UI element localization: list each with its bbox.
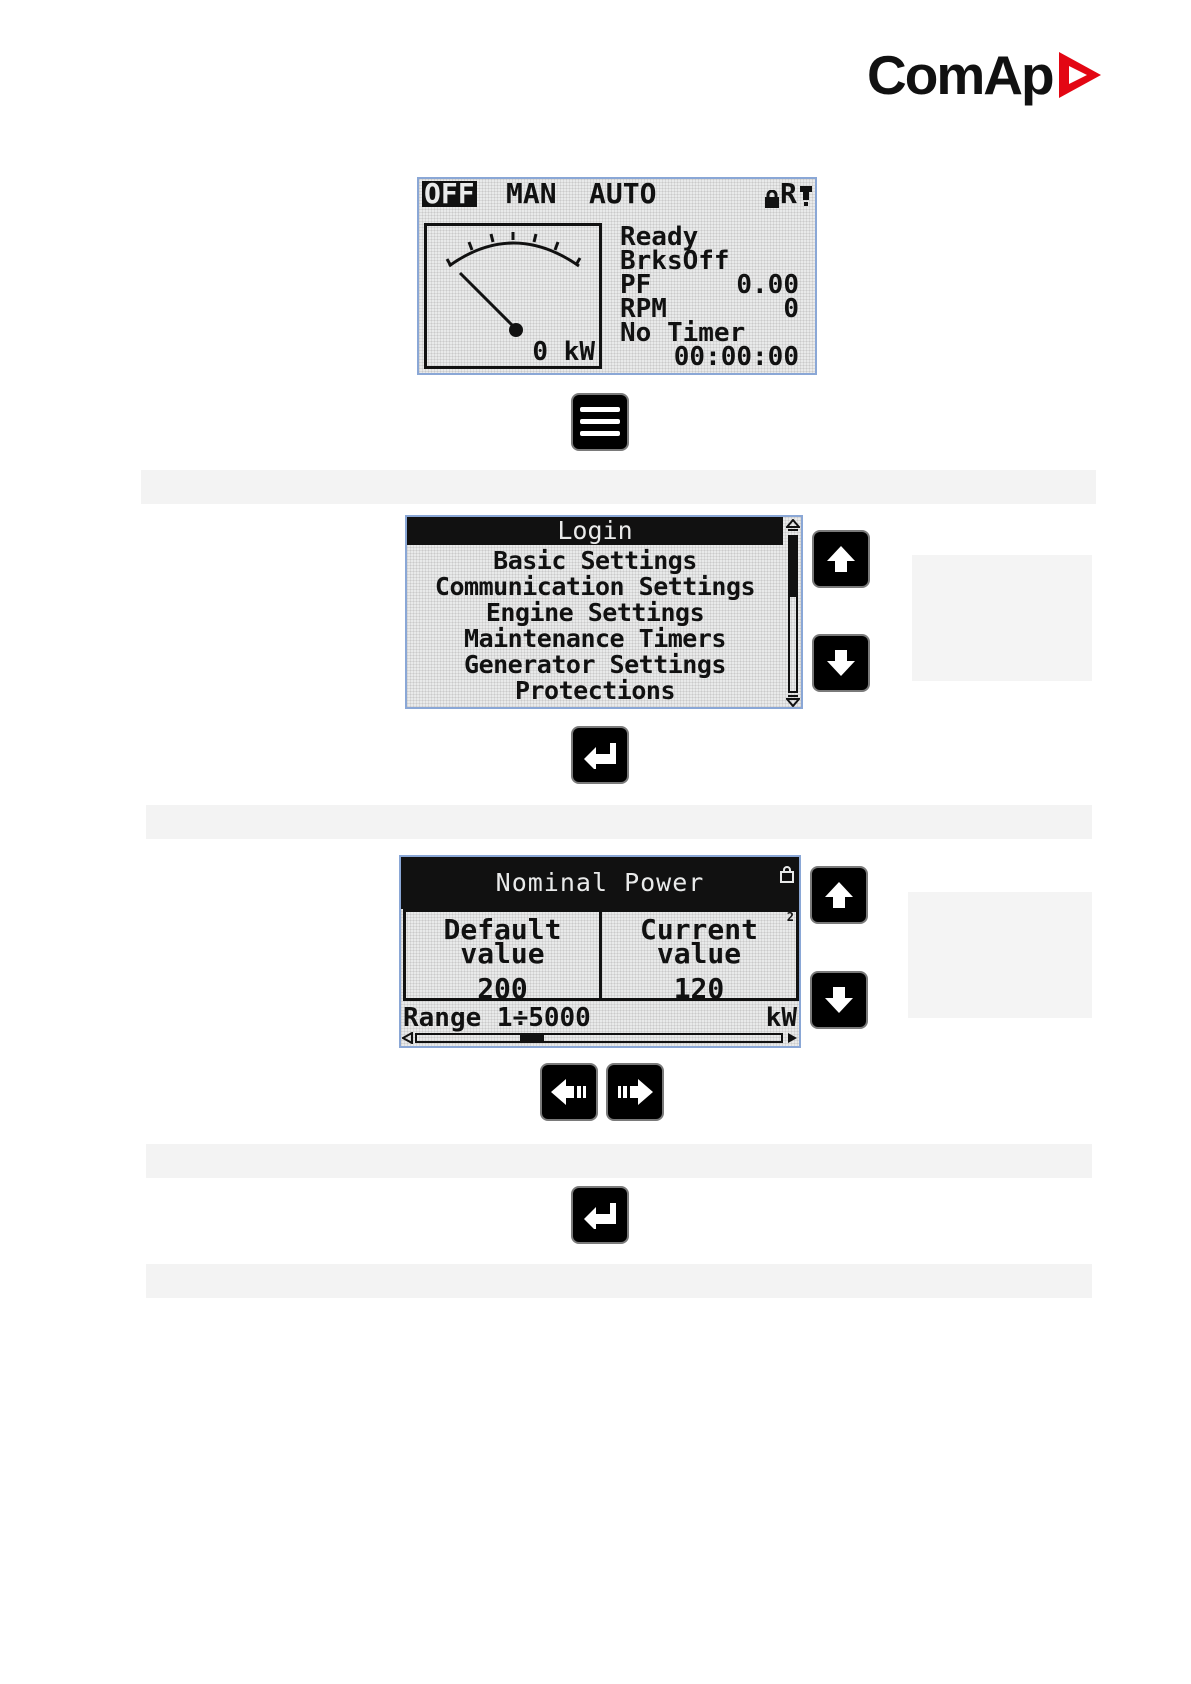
up-button-2[interactable]	[812, 868, 866, 922]
arrow-up-icon	[826, 544, 856, 574]
menu-item-generator-settings[interactable]: Generator Settings	[464, 650, 726, 679]
menu-icon	[580, 405, 620, 439]
rpm-label: RPM	[620, 294, 667, 324]
default-value: 200	[477, 972, 528, 1005]
scroll-down-arrow-icon	[786, 694, 800, 708]
right-button[interactable]	[608, 1065, 662, 1119]
mode-off[interactable]: OFF	[424, 177, 475, 210]
side-panel-1	[912, 555, 1092, 681]
menu-item-communication-settings[interactable]: Communication Settings	[434, 572, 756, 601]
range-slider-thumb[interactable]	[520, 1035, 544, 1041]
timer-value: 00:00:00	[673, 342, 799, 372]
scroll-right-arrow-icon	[786, 1032, 798, 1044]
scroll-up-arrow-icon	[786, 519, 800, 533]
menu-scrollbar[interactable]	[788, 535, 798, 693]
menu-item-maintenance-timers[interactable]: Maintenance Timers	[464, 624, 726, 653]
menu-item-basic-settings[interactable]: Basic Settings	[493, 546, 697, 575]
unit-text: kW	[765, 1003, 797, 1033]
pf-value: 0.00	[736, 270, 799, 300]
mode-auto[interactable]: AUTO	[589, 177, 657, 210]
enter-button[interactable]	[573, 728, 627, 782]
default-label-line1: Default	[443, 913, 562, 946]
separator-band-4	[146, 1264, 1092, 1298]
default-value-box	[403, 909, 602, 1005]
current-label-line1: Current	[639, 913, 758, 946]
status-breakers: BrksOff	[620, 246, 730, 276]
lcd-parameter-screen	[399, 855, 801, 1048]
menu-item-protections[interactable]: Protections	[514, 676, 676, 705]
enter-button-2[interactable]	[573, 1188, 627, 1242]
comap-logo	[867, 40, 1103, 110]
arrow-up-icon	[824, 880, 854, 910]
side-panel-2	[908, 892, 1092, 1018]
arrow-down-icon	[826, 648, 856, 678]
pf-label: PF	[620, 270, 652, 300]
remote-indicator: R	[780, 177, 797, 210]
range-text: Range 1÷5000	[403, 1003, 591, 1033]
current-value[interactable]: 120	[673, 972, 725, 1005]
fault-icon	[800, 184, 812, 210]
current-value-box[interactable]	[599, 909, 799, 1005]
rpm-value: 0	[783, 294, 799, 324]
arrow-down-icon	[824, 985, 854, 1015]
menu-title[interactable]: Login	[407, 517, 783, 545]
gauge-value: 0 kW	[532, 337, 595, 367]
menu-scroll-thumb[interactable]	[790, 537, 796, 597]
lcd-main-screen	[417, 177, 817, 375]
power-gauge	[424, 223, 602, 369]
arrow-left-icon	[549, 1077, 589, 1107]
down-button-2[interactable]	[812, 973, 866, 1027]
separator-band-1	[141, 470, 1096, 504]
scroll-left-arrow-icon	[402, 1032, 414, 1044]
lcd-menu-screen	[405, 515, 803, 709]
page-marker: 2	[786, 910, 794, 924]
lock-icon	[780, 865, 794, 883]
logo-text: ComAp	[867, 44, 1053, 106]
range-slider[interactable]	[415, 1033, 783, 1043]
parameter-title: Nominal Power	[401, 857, 799, 909]
menu-button[interactable]	[573, 395, 627, 449]
arrow-right-icon	[615, 1077, 655, 1107]
enter-icon	[582, 741, 618, 769]
default-label-line2: value	[460, 937, 545, 970]
separator-band-3	[146, 1144, 1092, 1178]
timer-label: No Timer	[620, 318, 746, 348]
menu-item-engine-settings[interactable]: Engine Settings	[485, 598, 705, 627]
current-label-line2: value	[656, 937, 742, 970]
mode-bar	[419, 179, 815, 209]
logo-arrow-icon	[1057, 50, 1103, 100]
up-button[interactable]	[814, 532, 868, 586]
enter-icon	[582, 1201, 618, 1229]
status-ready: Ready	[620, 222, 699, 252]
separator-band-2	[146, 805, 1092, 839]
left-button[interactable]	[542, 1065, 596, 1119]
lock-icon	[764, 186, 780, 212]
down-button[interactable]	[814, 636, 868, 690]
mode-man[interactable]: MAN	[506, 177, 557, 210]
